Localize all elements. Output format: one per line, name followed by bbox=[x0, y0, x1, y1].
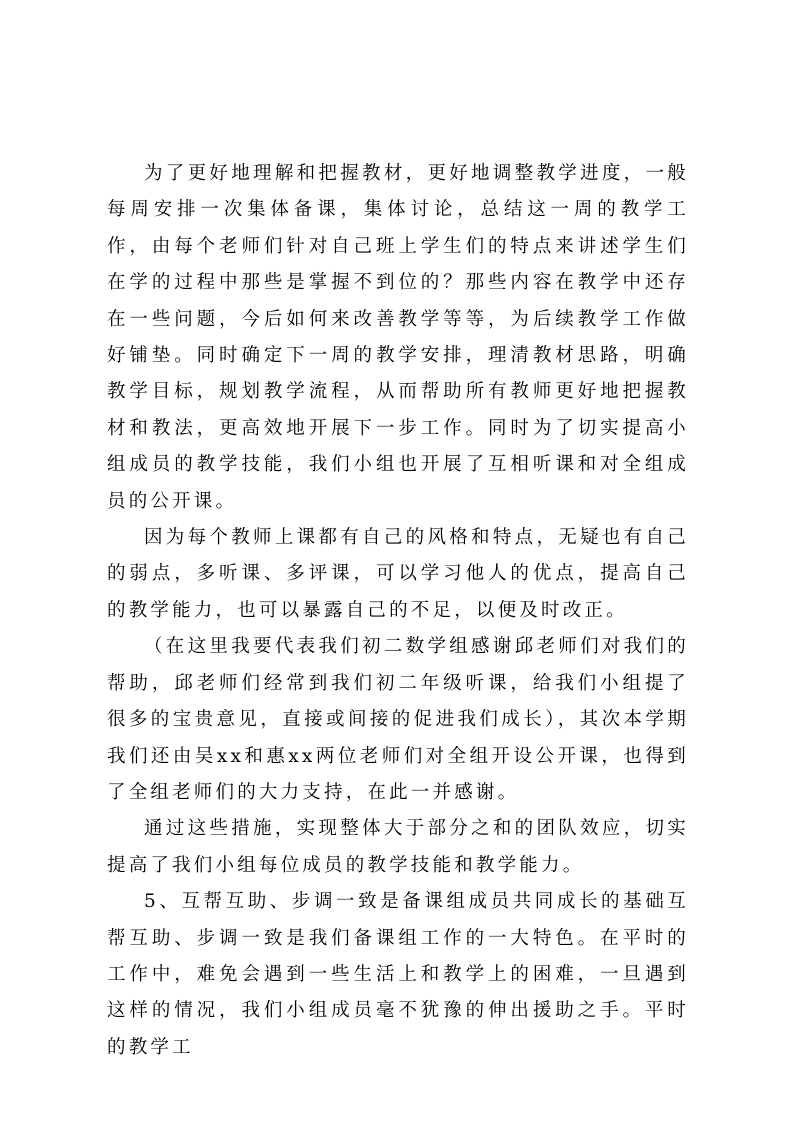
paragraph-collective-lesson-prep: 为了更好地理解和把握教材，更好地调整教学进度，一般每周安排一次集体备课，集体讨论，总结这一周的教学工作，由每个老师们针对自己班上学生们的特点来讲述学生们在学的过程中那些是掌握不到位的？那些内容在教学中还存在一些问题，今后如何来改善教学等等，为后续教学工作做好铺垫。同时确定下一周的教学安排，理清教材思路，明确教学目标，规划教学流程，从而帮助所有教师更好地把握教材和教法，更高效地开展下一步工作。同时为了切实提高小组成员的教学技能，我们小组也开展了互相听课和对全组成员的公开课。 bbox=[107, 163, 689, 512]
paragraph-team-effect: 通过这些措施，实现整体大于部分之和的团队效应，切实提高了我们小组每位成员的教学技能和教学能力。 bbox=[107, 818, 689, 876]
paragraph-mutual-help: 5、互帮互助、步调一致是备课组成员共同成长的基础互帮互助、步调一致是我们备课组工作的一大特色。在平时的工作中，难免会遇到一些生活上和教学上的困难，一旦遇到这样的情况，我们小组成员毫不犹豫的伸出援助之手。平时的教学工 bbox=[107, 891, 689, 1058]
paragraph-listening-to-lessons: 因为每个教师上课都有自己的风格和特点，无疑也有自己的弱点，多听课、多评课，可以学习他人的优点，提高自己的教学能力，也可以暴露自己的不足，以便及时改正。 bbox=[107, 527, 689, 621]
paragraph-acknowledgement: （在这里我要代表我们初二数学组感谢邱老师们对我们的帮助，邱老师们经常到我们初二年级听课，给我们小组提了很多的宝贵意见，直接或间接的促进我们成长），其次本学期我们还由吴xx和惠xx两位老师们对全组开设公开课，也得到了全组老师们的大力支持，在此一并感谢。 bbox=[107, 636, 689, 803]
document-body bbox=[107, 156, 689, 1066]
